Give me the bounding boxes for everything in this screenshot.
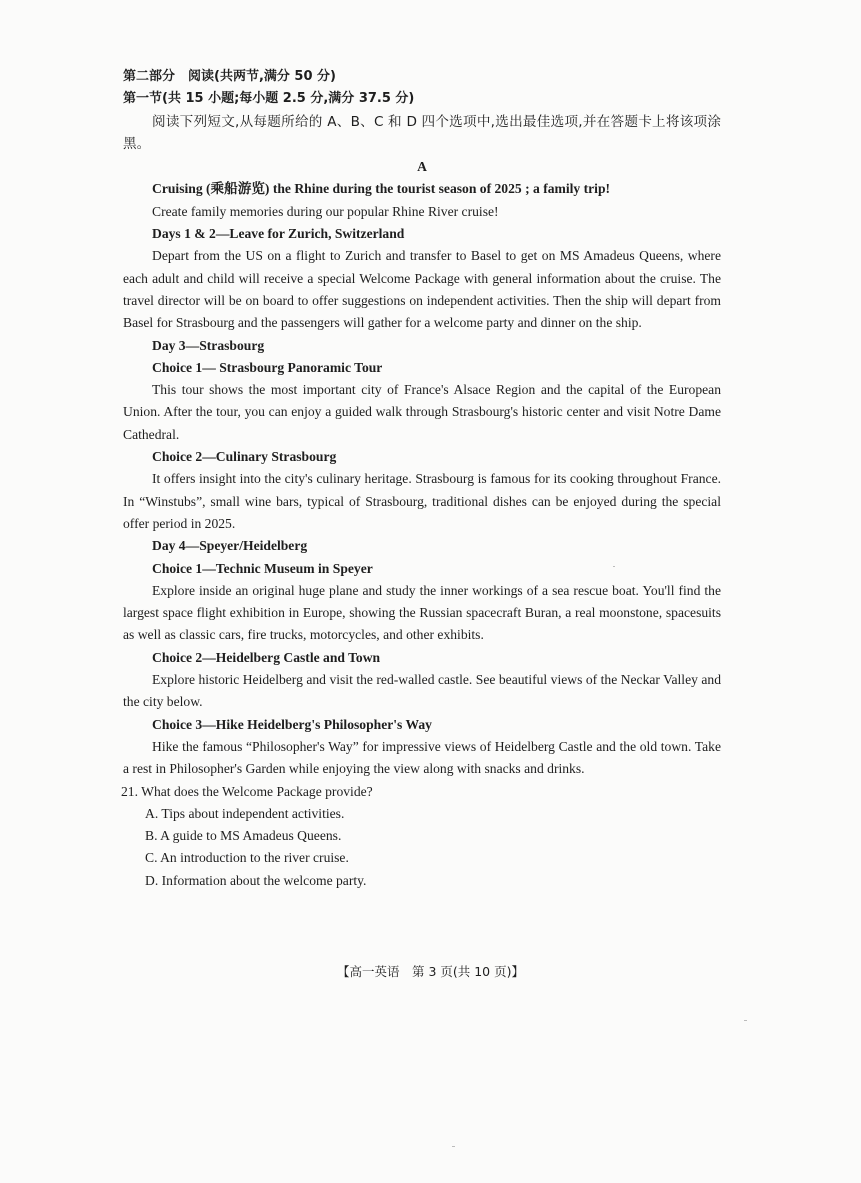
day4-choice3-text: Hike the famous “Philosopher's Way” for impressive views of Heidelberg Castle and the old town. Take a rest in Philosopher's Garden while enjoying the view along with snacks and drinks. <box>123 738 721 777</box>
day3-choice1-text: This tour shows the most important city of France's Alsace Region and the capital of the European Union. After the tour, you can enjoy a guided walk through Strasbourg's historic center and visit Notre Dame Cathedral. <box>123 382 721 442</box>
scan-speck <box>452 1146 455 1147</box>
option-a: A. Tips about independent activities. <box>145 805 345 821</box>
passage-tagline: Create family memories during our popular Rhine River cruise! <box>152 203 499 219</box>
days12-heading: Days 1 & 2—Leave for Zurich, Switzerland <box>152 226 405 242</box>
passage-label: A <box>417 159 427 175</box>
subsection-title: 第一节(共 15 小题;每小题 2.5 分,满分 37.5 分) <box>123 91 415 107</box>
page-footer: 【高一英语 第 3 页(共 10 页)】 <box>336 964 524 979</box>
passage-headline: Cruising (乘船游览) the Rhine during the tourist season of 2025 ; a family trip! <box>152 181 611 197</box>
part-title: 第二部分 阅读(共两节,满分 50 分) <box>123 69 336 84</box>
exam-page <box>123 66 721 892</box>
option-d: D. Information about the welcome party. <box>145 872 367 888</box>
day4-choice1-heading: Choice 1—Technic Museum in Speyer <box>152 560 373 576</box>
day3-choice1-heading: Choice 1— Strasbourg Panoramic Tour <box>152 359 383 375</box>
day3-choice2-heading: Choice 2—Culinary Strasbourg <box>152 449 337 465</box>
scan-speck <box>613 566 615 567</box>
days12-text: Depart from the US on a flight to Zurich and transfer to Basel to get on MS Amadeus Queens, where each adult and child will receive a special Welcome Package with general information about the cruise. The travel director will be on board to offer suggestions on independent activities. Then the ship will depart from Basel for Strasbourg and the passengers will gather for a welcome party and dinner on the ship. <box>123 248 721 331</box>
day4-choice2-heading: Choice 2—Heidelberg Castle and Town <box>152 649 381 665</box>
option-c: C. An introduction to the river cruise. <box>145 850 349 866</box>
question-stem: 21. What does the Welcome Package provide? <box>121 783 373 799</box>
day4-choice2-text: Explore historic Heidelberg and visit the red-walled castle. See beautiful views of the Neckar Valley and the city below. <box>123 672 721 710</box>
scan-speck <box>744 1020 747 1021</box>
option-b: B. A guide to MS Amadeus Queens. <box>145 828 342 844</box>
day4-choice3-heading: Choice 3—Hike Heidelberg's Philosopher's Way <box>152 716 432 732</box>
day3-choice2-text: It offers insight into the city's culinary heritage. Strasbourg is famous for its cooking throughout France. In “Winstubs”, small wine bars, typical of Strasbourg, traditional dishes can be enjoyed during the special offer period in 2025. <box>123 471 721 531</box>
day3-heading: Day 3—Strasbourg <box>152 337 265 353</box>
instruction: 阅读下列短文,从每题所给的 A、B、C 和 D 四个选项中,选出最佳选项,并在答题卡上将该项涂黑。 <box>123 113 721 152</box>
day4-choice1-text: Explore inside an original huge plane and study the inner workings of a sea rescue boat. You'll find the largest space flight exhibition in Europe, showing the Russian spacecraft Buran, a real moonstone, spacesuits as well as classic cars, fire trucks, motorcycles, and other exhibits. <box>123 582 721 643</box>
day4-heading: Day 4—Speyer/Heidelberg <box>152 538 308 554</box>
